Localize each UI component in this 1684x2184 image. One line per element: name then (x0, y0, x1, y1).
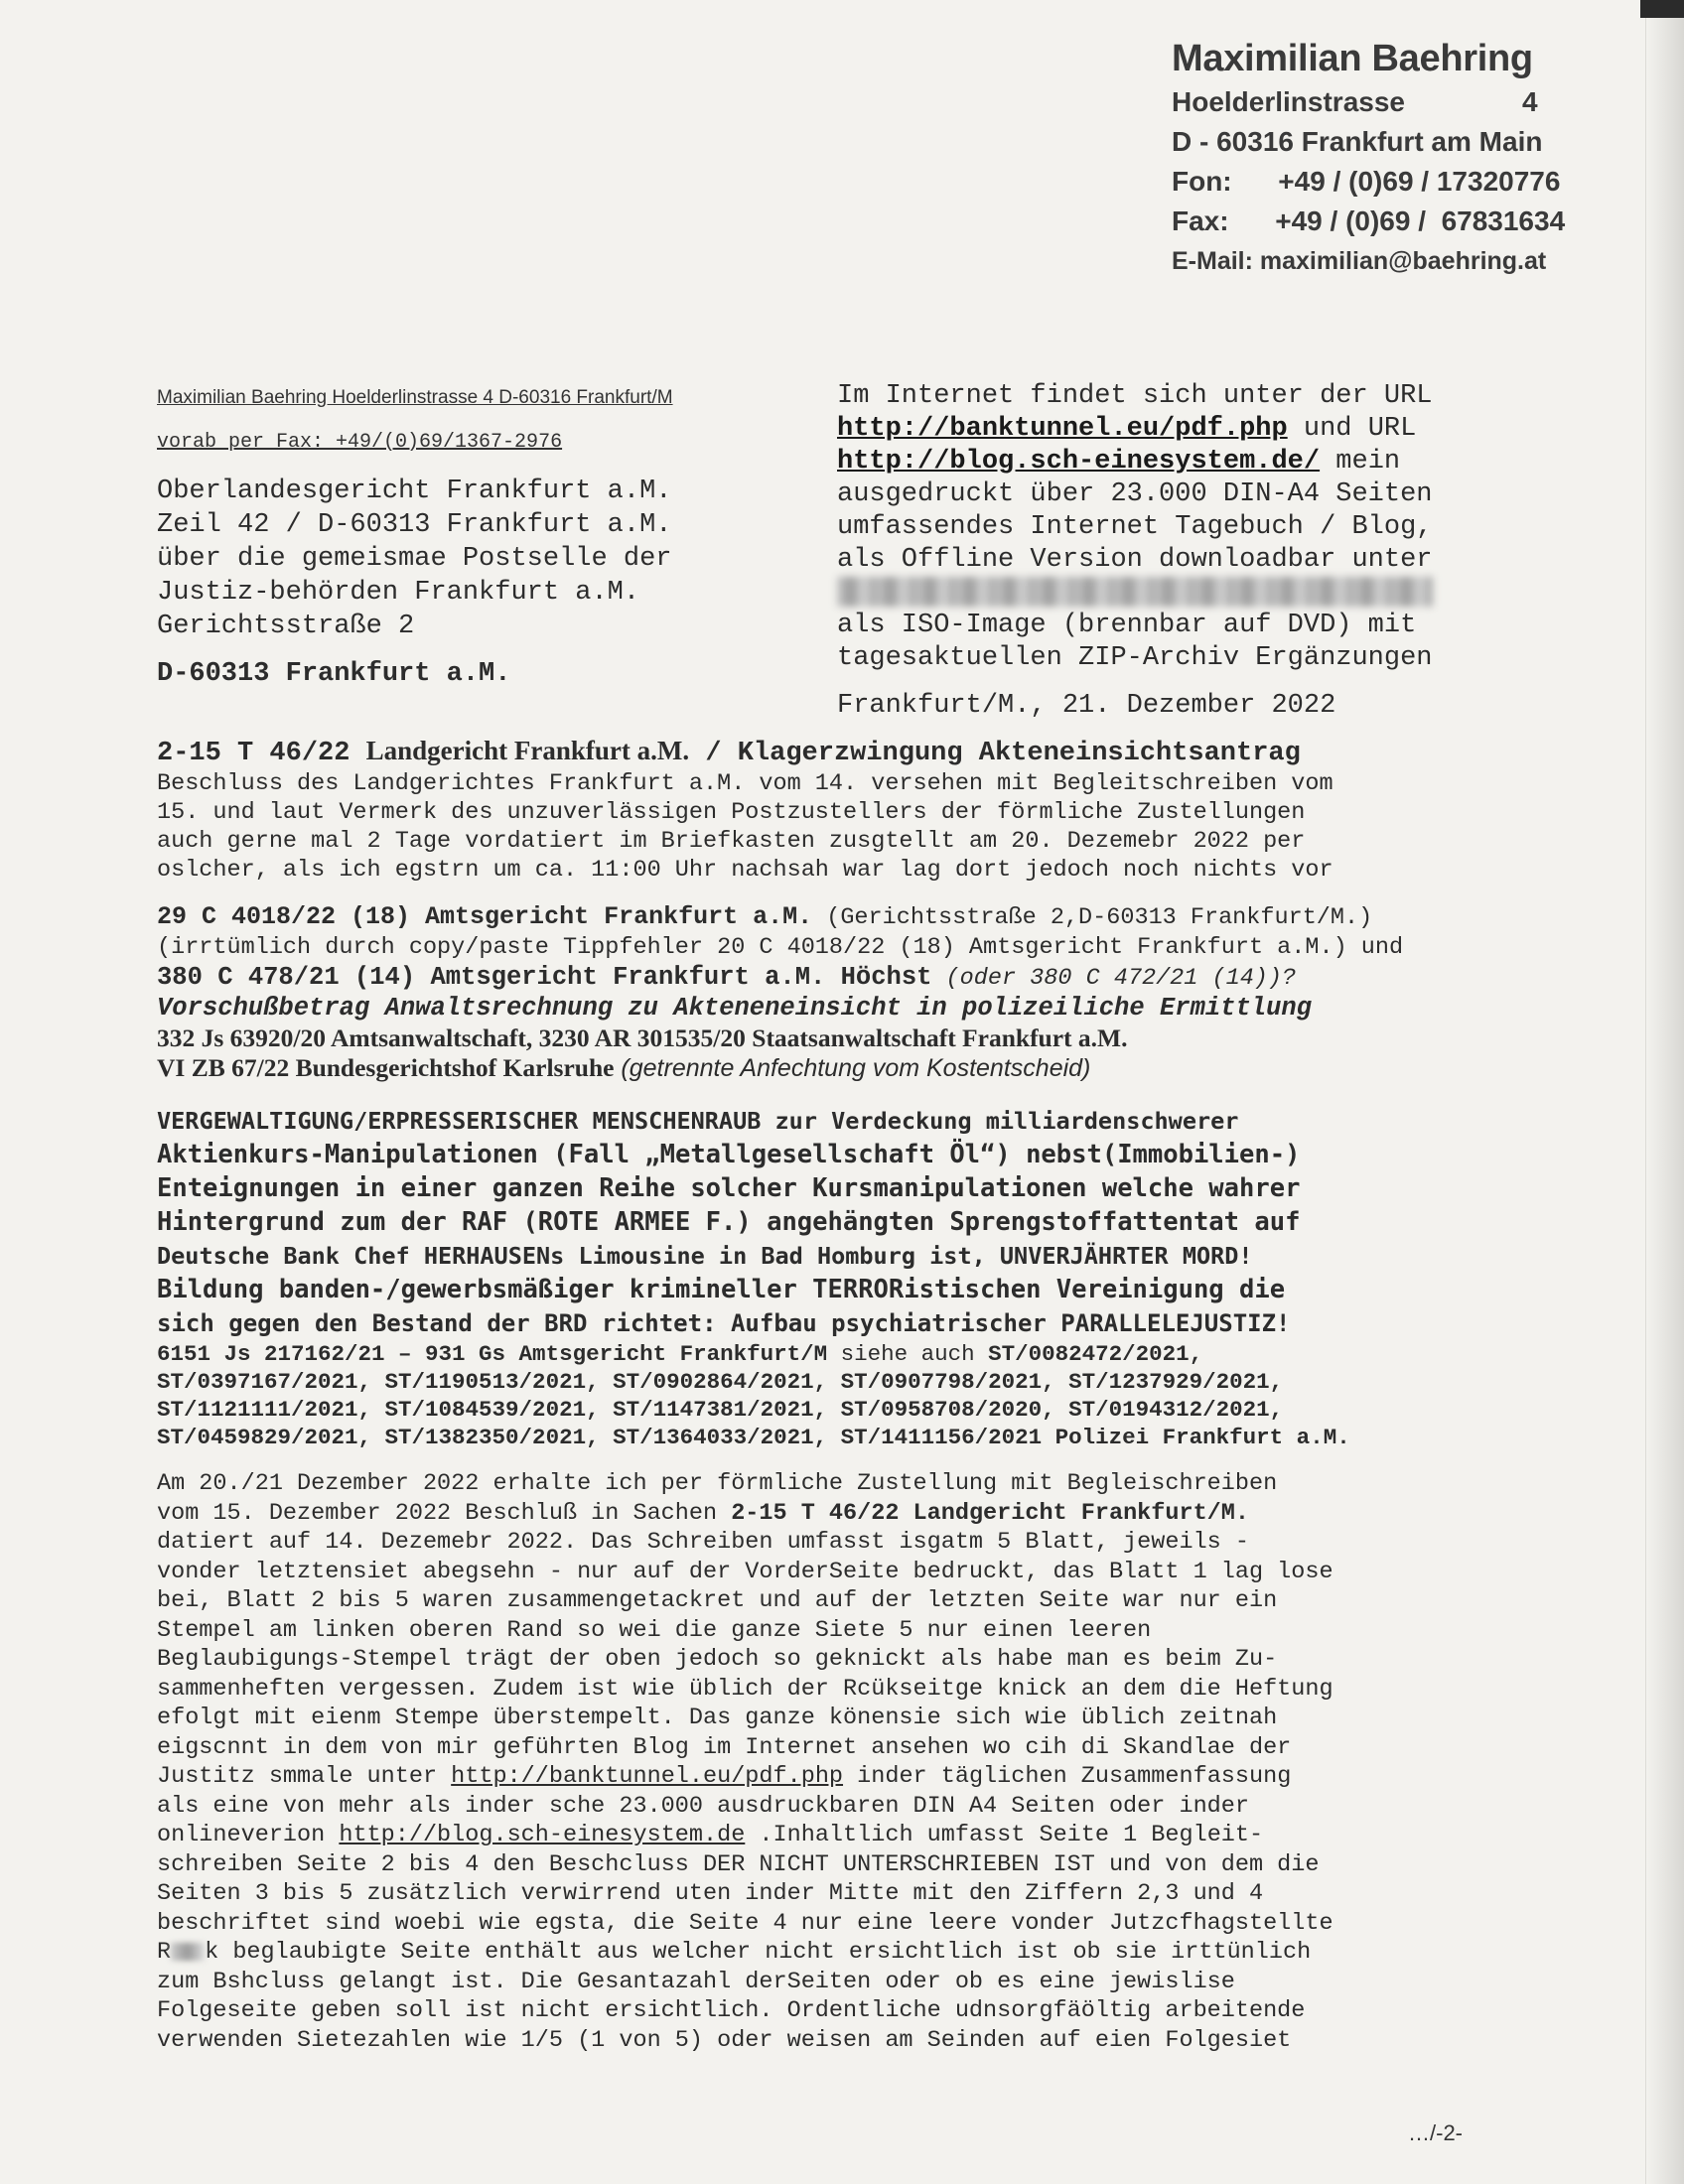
sender-name: Maximilian Baehring (1172, 38, 1533, 79)
recipient-line: Justiz-behörden Frankfurt a.M. (157, 578, 640, 608)
sender-street: Hoelderlinstrasse 4 (1172, 86, 1538, 117)
intro-line: als ISO-Image (brennbar auf DVD) mit (837, 611, 1417, 641)
intro-block (837, 380, 1492, 675)
blog-inline-link[interactable]: http://blog.sch-einesystem.de (339, 1822, 746, 1848)
return-address: Maximilian Baehring Hoelderlinstrasse 4 D-60316 Frankfurt/M (157, 387, 673, 408)
case-text: Beschluss des Landgerichtes Frankfurt a.M. vom 14. versehen mit Begleitschreiben vom 15. und laut Vermerk des unzuverlässigen Postzustellers der förmliche Zustellungen auch gerne mal 2 Tage vordatiert im Briefkasten zusgtellt am 20. Dezemebr 2022 per oslcher, als ich egstrn um ca. 11:00 Uhr nachsah war lag dort jedoch noch nichts vor (157, 770, 1333, 884)
sender-city: D - 60316 Frankfurt am Main (1172, 126, 1543, 157)
recipient-city: D-60313 Frankfurt a.M. (157, 659, 511, 689)
recipient-line: Oberlandesgericht Frankfurt a.M. (157, 477, 672, 506)
letterhead (1172, 38, 1565, 281)
allegation-block: VERGEWALTIGUNG/ERPRESSERISCHER MENSCHENRAUB zur Verdeckung milliardenschwerer Aktienkurs-Manipulationen (Fall „Metallgesellschaft Öl“) nebst(Immobilien-) Enteignungen in einer ganzen Reihe solcher Kursmanipulationen welche wahrer Hintergrund zum der RAF (ROTE ARMEE F.) angehängten Sprengstoffattentat auf Deutsche Bank Chef HERHAUSENs Limousine in Bad Homburg ist, UNVERJÄHRTER MORD! Bildung banden-/gewerbsmäßiger krimineller TERRORistischen Vereinigung die sich gegen den Bestand der BRD richtet: Aufbau psychiatrischer PARALLELEJUSTIZ! (157, 1107, 1301, 1337)
redacted-url (837, 577, 1492, 610)
intro-line: umfassendes Internet Tagebuch / Blog, (837, 512, 1433, 542)
blog-link[interactable]: http://blog.sch-einesystem.de/ (837, 447, 1321, 477)
recipient-address (157, 475, 671, 691)
redacted-fragment (171, 1943, 205, 1961)
banktunnel-link[interactable]: http://banktunnel.eu/pdf.php (837, 414, 1288, 444)
letter-body (157, 735, 1487, 2055)
fax-note: vorab per Fax: +49/(0)69/1367-2976 (157, 431, 563, 454)
recipient-line: Zeil 42 / D-60313 Frankfurt a.M. (157, 510, 672, 540)
sender-email: E-Mail: maximilian@baehring.at (1172, 247, 1547, 275)
page-edge (1645, 0, 1684, 2184)
police-refs: 6151 Js 217162/21 – 931 Gs Amtsgericht Frankfurt/M siehe auch ST/0082472/2021, ST/0397167/2021, ST/1190513/2021, ST/0902864/2021, ST/0907798/2021, ST/1237929/2021, ST/1121111/2021, ST/1084539/2021, ST/1147381/2021, ST/0958708/2020, ST/0194312/2021, ST/0459829/2021, ST/1382350/2021, ST/1364033/2021, ST/1411156/2021 Polizei Frankfurt a.M. (157, 1341, 1350, 1450)
banktunnel-inline-link[interactable]: http://banktunnel.eu/pdf.php (451, 1763, 844, 1790)
case-heading: 2-15 T 46/22 Landgericht Frankfurt a.M. / Klagerzwingung Akteneinsichtsantrag (157, 736, 1301, 768)
recipient-line: über die gemeismae Postselle der (157, 544, 672, 574)
sender-fax: Fax: +49 / (0)69 / 67831634 (1172, 205, 1566, 236)
recipient-line: Gerichtsstraße 2 (157, 612, 415, 641)
page-continuation: …/-2- (1408, 2120, 1463, 2145)
case-references: 29 C 4018/22 (18) Amtsgericht Frankfurt a.M. (Gerichtsstraße 2,D-60313 Frankfurt/M.) (irrtümlich durch copy/paste Tippfehler 20 C 4018/22 (18) Amtsgericht Frankfurt a.M.) und 380 C 478/21 (14) Amtsgericht Frankfurt a.M. Höchst (oder 380 C 472/21 (14))? Vorschußbetrag Anwaltsrechnung zu Akteneneinsicht in polizeiliche Ermittlung 332 Js 63920/20 Amtsanwaltschaft, 3230 AR 301535/20 Staatsanwaltschaft Frankfurt a.M. VI ZB 67/22 Bundesgerichtshof Karlsruhe (getrennte Anfechtung vom Kostentscheid) (157, 902, 1404, 1082)
scan-corner (1640, 0, 1684, 18)
intro-line: ausgedruckt über 23.000 DIN-A4 Seiten (837, 479, 1433, 509)
blurred-text (837, 577, 1433, 607)
sender-fon: Fon: +49 / (0)69 / 17320776 (1172, 166, 1561, 197)
intro-line: http://blog.sch-einesystem.de/ mein (837, 447, 1401, 477)
main-paragraph: Am 20./21 Dezember 2022 erhalte ich per förmliche Zustellung mit Begleischreiben vom 15. Dezember 2022 Beschluß in Sachen 2-15 T 46/22 Landgericht Frankfurt/M. datiert auf 14. Dezemebr 2022. Das Schreiben umfasst isgatm 5 Blatt, jeweils - vonder letztensiet abegsehn - nur auf der VorderSeite bedruckt, das Blatt 1 lag lose bei, Blatt 2 bis 5 waren zusammengetackret und auf der letzten Seite war nur ein Stempel am linken oberen Rand so wei die ganze Siete 5 nur einen leeren Beglaubigungs-Stempel trägt der oben jedoch so geknickt als habe man es beim Zu- sammenheften vergessen. Zudem ist wie üblich der Rcükseitge knick an dem die Heftung efolgt mit eienm Stempe überstempelt. Das ganze könensie sich wie üblich zeitnah eigscnnt in dem von mir geführten Blog im Internet ansehen wo cih di Skandlae der Justitz smmale unter http://banktunnel.eu/pdf.php inder täglichen Zusammenfassung als eine von mehr als inder sche 23.000 ausdruckbaren DIN A4 Seiten oder inder onlineverion http://blog.sch-einesystem.de .Inhaltlich umfasst Seite 1 Begleit- schreiben Seite 2 bis 4 den Beschcluss DER NICHT UNTERSCHRIEBEN IST und von dem die Seiten 3 bis 5 zusätzlich verwirrend uten inder Mitte mit den Ziffern 2,3 und 4 beschriftet sind woebi wie egsta, die Seite 4 nur eine leere vonder Jutzcfhagstellte R k beglaubigte Seite enthält aus welcher nicht ersichtlich ist ob sie irttünlich zum Bshcluss gelangt ist. Die Gesantazahl derSeiten oder ob es eine jewislise Folgeseite geben soll ist nicht ersichtlich. Ordentliche udnsorgfäöltig arbeitende verwenden Sietezahlen wie 1/5 (1 von 5) oder weisen am Seinden auf eien Folgesiet (157, 1470, 1333, 2054)
intro-line: Im Internet findet sich unter der URL (837, 381, 1433, 411)
letter-date: Frankfurt/M., 21. Dezember 2022 (837, 691, 1336, 721)
intro-line: tagesaktuellen ZIP-Archiv Ergänzungen (837, 643, 1433, 674)
intro-line: als Offline Version downloadbar unter (837, 545, 1433, 575)
intro-line: http://banktunnel.eu/pdf.php und URL (837, 414, 1417, 444)
